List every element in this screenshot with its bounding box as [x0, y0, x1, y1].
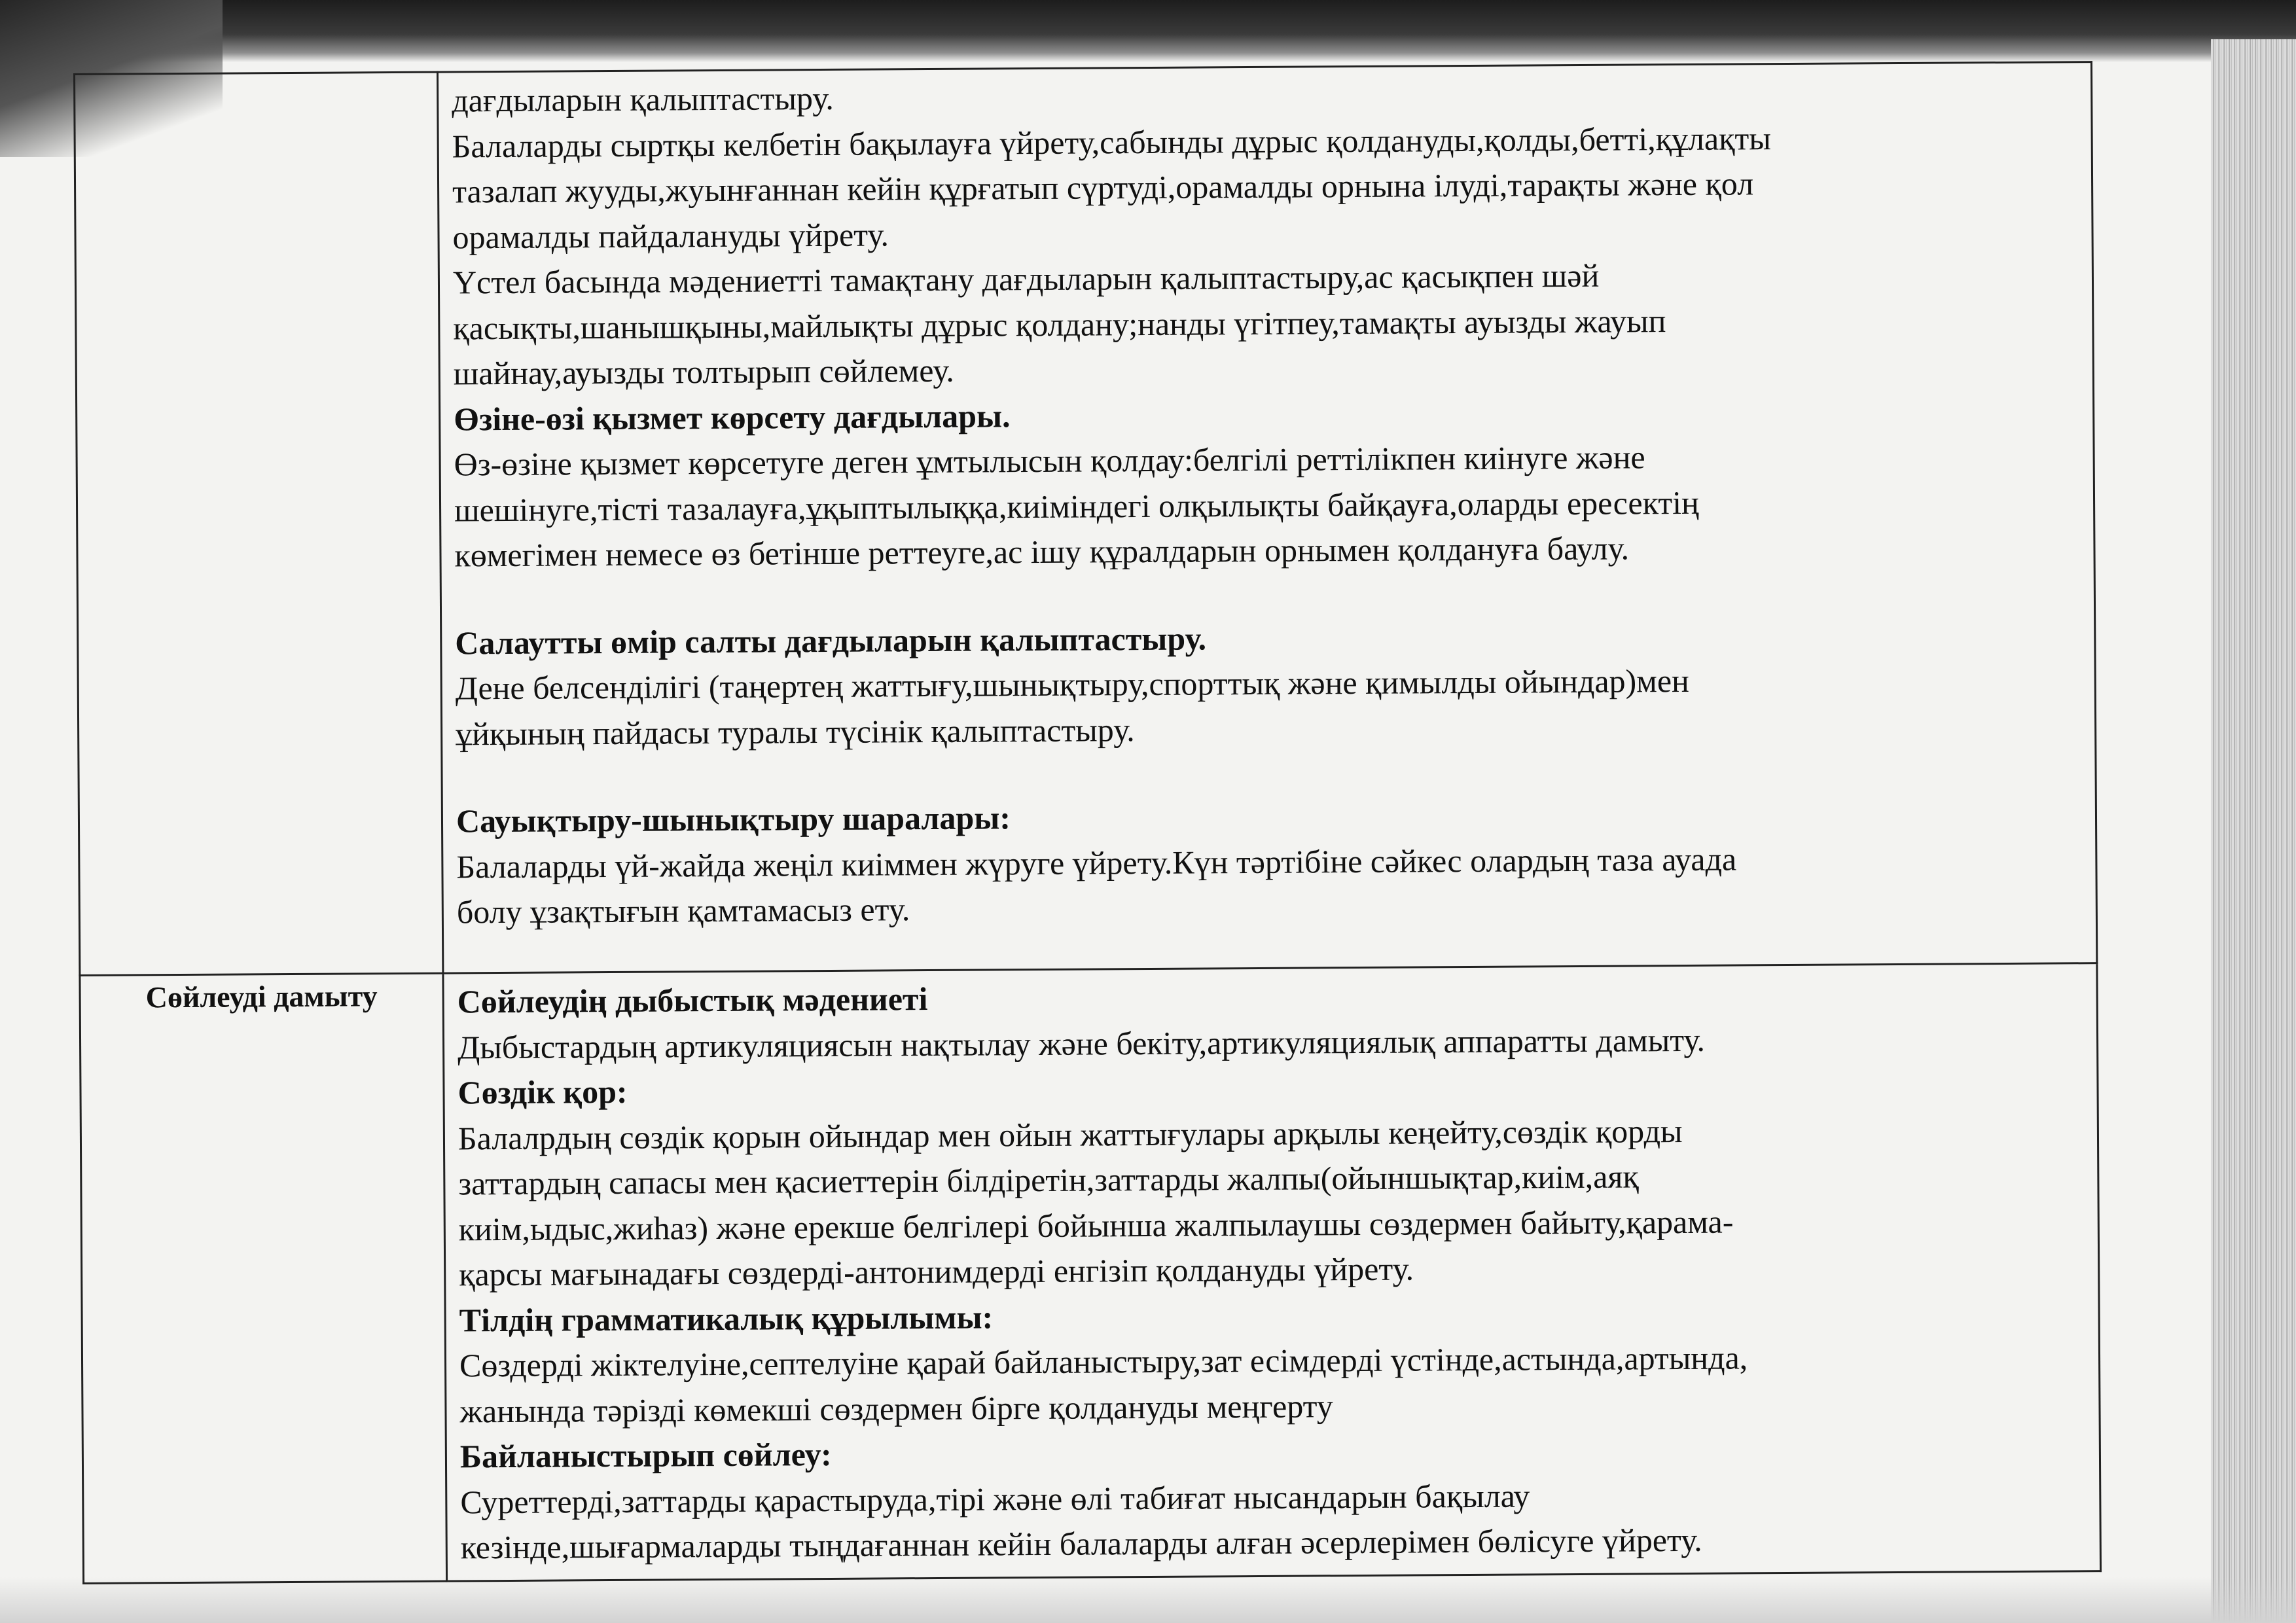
document-page	[73, 61, 2073, 1572]
area-label: Сөйлеуді дамыту	[145, 979, 378, 1014]
content-line: заттардың сапасы мен қасиеттерін білдіретін,заттарды жалпы(ойыншықтар,киім,аяқ	[458, 1158, 1639, 1202]
section-heading: Өзіне-өзі қызмет көрсету дағдылары.	[454, 397, 1011, 437]
content-line: Өз-өзіне қызмет көрсетуге деген ұмтылысын қолдау:белгілі реттілікпен киінуге және	[454, 438, 1645, 483]
content-line: дағдыларын қалыптастыру.	[452, 79, 834, 119]
book-page-edges	[2211, 39, 2296, 1623]
table-row	[75, 62, 2097, 976]
content-line: тазалап жууды,жуынғаннан кейін құрғатып сүртуді,орамалды орнына ілуді,тарақты және қол	[452, 165, 1754, 210]
section-heading: Сөйлеудің дыбыстық мәдениеті	[457, 980, 928, 1020]
content-line: киім,ыдыс,жиһаз) және ерекше белгілері бойынша жалпылаушы сөздермен байыту,қарама-	[458, 1203, 1734, 1247]
content-cell	[437, 62, 2096, 973]
content-line: Суреттерді,заттарды қарастыруда,тірі және өлі табиғат нысандарын бақылау	[460, 1476, 1530, 1520]
area-cell	[80, 973, 447, 1583]
content-cell	[443, 963, 2101, 1581]
content-line: Балаларды үй-жайда жеңіл киіммен жүруге үйрету.Күн тәртібіне сәйкес олардың таза ауада	[456, 840, 1737, 885]
content-line: орамалды пайдалануды үйрету.	[452, 215, 889, 255]
content-line: Дене белсенділігі (таңертең жаттығу,шынықтыру,спорттық және қимылды ойындар)мен	[455, 662, 1689, 707]
content-line: болу ұзақтығын қамтамасыз ету.	[456, 891, 910, 931]
content-line: Үстел басында мәдениетті тамақтану дағдыларын қалыптастыру,ас қасықпен шәй	[452, 257, 1600, 301]
scanner-shadow-top	[0, 0, 2296, 62]
section-heading: Сауықтыру-шынықтыру шаралары:	[456, 799, 1011, 840]
section-heading: Байланыстырып сөйлеу:	[459, 1435, 832, 1475]
section-heading: Тілдің грамматикалық құрылымы:	[459, 1298, 994, 1338]
content-line: Сөздерді жіктелуіне,септелуіне қарай байланыстыру,зат есімдерді үстінде,астында,артында,	[459, 1339, 1748, 1384]
table-row	[80, 963, 2101, 1583]
curriculum-table	[73, 61, 2102, 1584]
section-heading: Салаутты өмір салты дағдыларын қалыптастыру.	[455, 619, 1207, 661]
content-line: Балалрдың сөздік қорын ойындар мен ойын жаттығулары арқылы кеңейту,сөздік қорды	[457, 1112, 1683, 1156]
content-line: Дыбыстардың артикуляциясын нақтылау және бекіту,артикуляциялық аппаратты дамыту.	[457, 1021, 1706, 1065]
content-line: қарсы мағынадағы сөздерді-антонимдерді енгізіп қолдануды үйрету.	[459, 1250, 1414, 1293]
content-line: ұйқының пайдасы туралы түсінік қалыптастыру.	[456, 711, 1135, 752]
content-line: көмегімен немесе өз бетінше реттеуге,ас ішу құралдарын орнымен қолдануға баулу.	[454, 529, 1630, 574]
content-line: шайнау,ауызды толтырып сөйлемеу.	[453, 351, 954, 392]
area-cell	[75, 72, 443, 975]
section-heading: Сөздік қор:	[457, 1073, 628, 1111]
content-line: шешінуге,тісті тазалауға,ұқыптылыққа,киіміндегі олқылықты байқауға,оларды ересектің	[454, 484, 1699, 528]
content-line: жанында тәрізді көмекші сөздермен бірге қолдануды меңгерту	[459, 1387, 1333, 1429]
content-line: Балаларды сыртқы келбетін бақылауға үйрету,сабынды дұрыс қолдануды,қолды,бетті,құлақты	[452, 119, 1772, 164]
content-line: кезінде,шығармаларды тыңдағаннан кейін балаларды алған әсерлерімен бөлісуге үйрету.	[460, 1521, 1702, 1566]
scanner-shadow-bottom	[0, 1577, 2296, 1623]
content-line: қасықты,шанышқыны,майлықты дұрыс қолдану;нанды үгітпеу,тамақты ауызды жауып	[453, 302, 1666, 346]
